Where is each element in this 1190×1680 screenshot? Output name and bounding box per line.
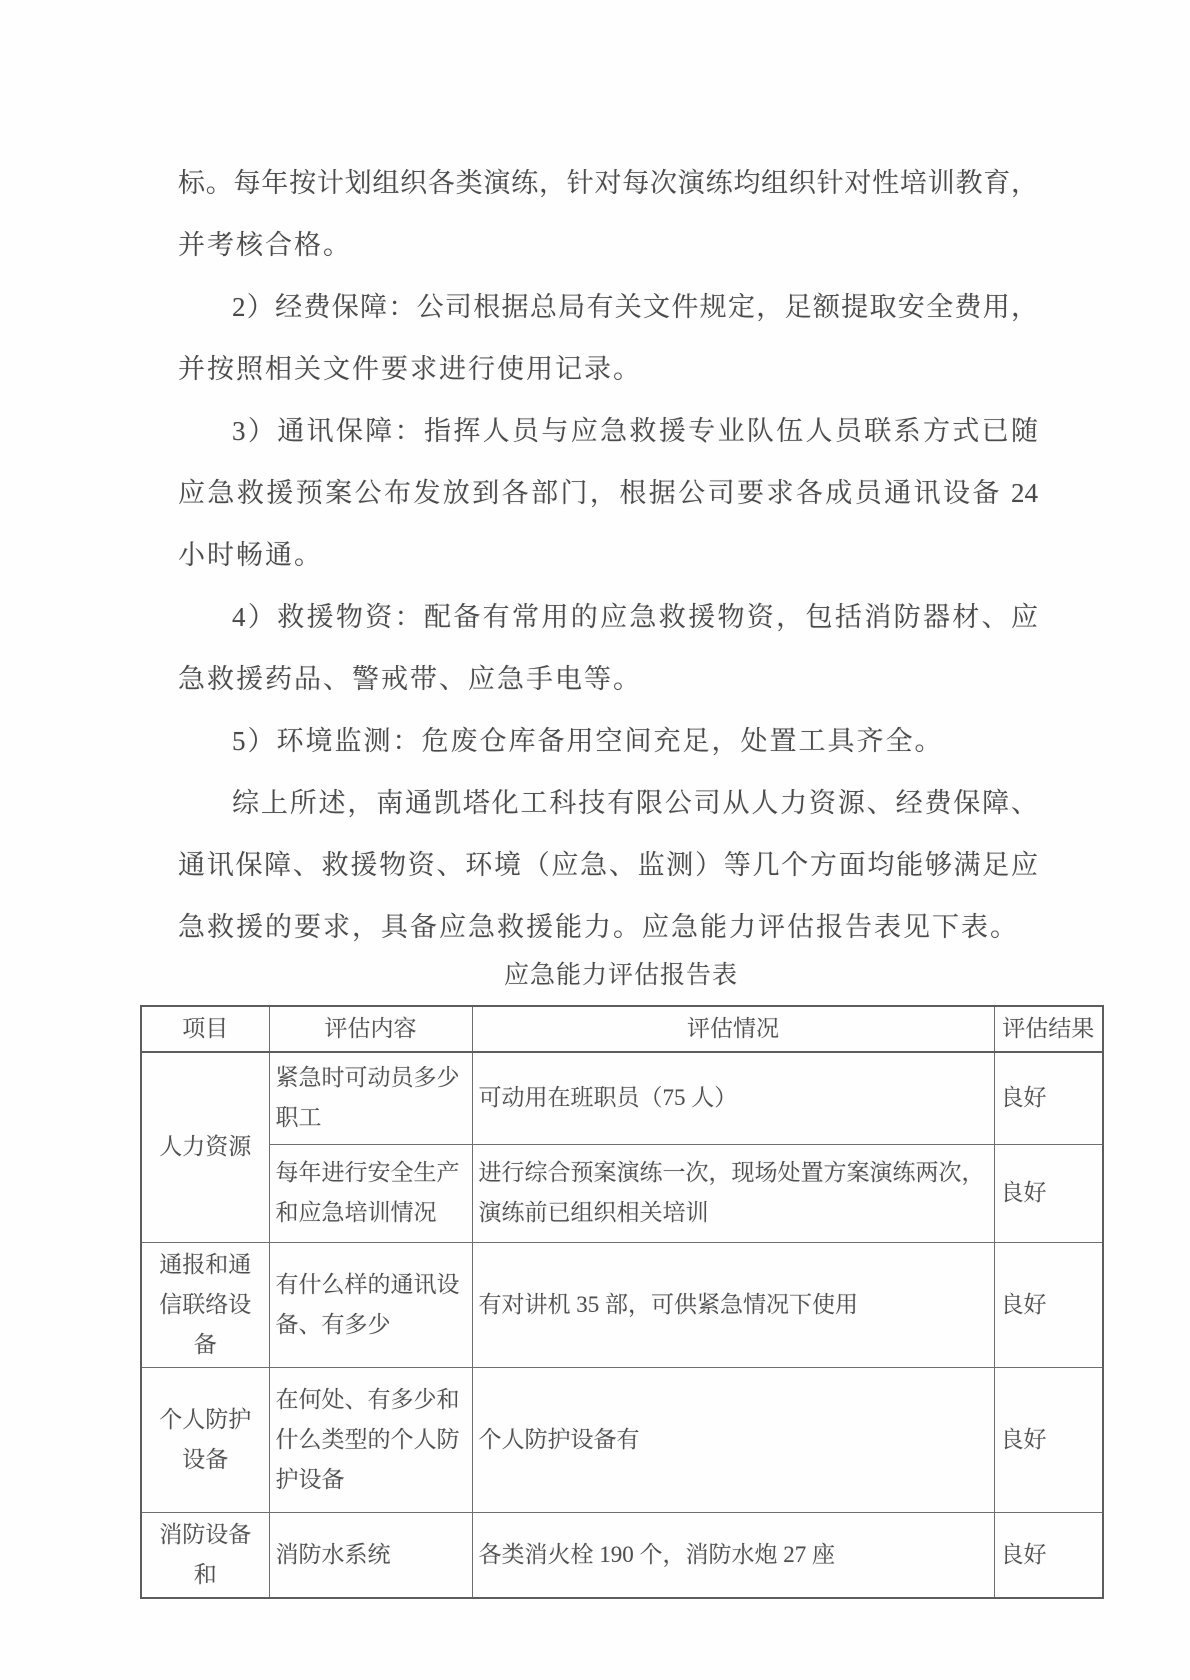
cell-item: 通报和通信联络设备 [141, 1242, 269, 1367]
cell-content: 消防水系统 [269, 1512, 472, 1598]
cell-situation: 可动用在班职员（75 人） [472, 1052, 994, 1144]
body-line: 5）环境监测：危废仓库备用空间充足，处置工具齐全。 [232, 726, 944, 756]
cell-situation: 有对讲机 35 部，可供紧急情况下使用 [472, 1242, 994, 1367]
cell-content: 有什么样的通讯设备、有多少 [269, 1242, 472, 1367]
body-line: 并按照相关文件要求进行使用记录。 [178, 354, 642, 384]
header-content: 评估内容 [269, 1006, 472, 1052]
body-line: 综上所述，南通凯塔化工科技有限公司从人力资源、经费保障、 [232, 788, 1038, 818]
body-line: 小时畅通。 [178, 540, 323, 570]
cell-situation: 个人防护设备有 [472, 1367, 994, 1512]
cell-item: 消防设备和 [141, 1512, 269, 1598]
header-situation: 评估情况 [472, 1006, 994, 1052]
body-line: 标。每年按计划组织各类演练，针对每次演练均组织针对性培训教育， [178, 168, 1038, 198]
header-result: 评估结果 [994, 1006, 1103, 1052]
table-row [141, 1512, 1103, 1598]
body-line: 3）通讯保障：指挥人员与应急救援专业队伍人员联系方式已随 [232, 416, 1038, 446]
cell-result: 良好 [994, 1242, 1103, 1367]
table-title: 应急能力评估报告表 [503, 962, 738, 989]
body-line: 并考核合格。 [178, 230, 352, 260]
table-row [141, 1052, 1103, 1144]
cell-item: 个人防护设备 [141, 1367, 269, 1512]
table-header-row [141, 1006, 1103, 1052]
body-line: 应急救援预案公布发放到各部门，根据公司要求各成员通讯设备 24 [178, 478, 1038, 508]
cell-result: 良好 [994, 1144, 1103, 1242]
cell-situation: 进行综合预案演练一次，现场处置方案演练两次，演练前已组织相关培训 [472, 1144, 994, 1242]
table-row [141, 1242, 1103, 1367]
cell-result: 良好 [994, 1512, 1103, 1598]
body-line: 急救援的要求，具备应急救援能力。应急能力评估报告表见下表。 [178, 912, 1019, 942]
cell-result: 良好 [994, 1052, 1103, 1144]
header-item: 项目 [141, 1006, 269, 1052]
cell-item: 人力资源 [141, 1052, 269, 1242]
body-line: 通讯保障、救援物资、环境（应急、监测）等几个方面均能够满足应 [178, 850, 1038, 880]
table-row [141, 1367, 1103, 1512]
cell-result: 良好 [994, 1367, 1103, 1512]
evaluation-report-table [140, 1005, 1104, 1599]
cell-situation: 各类消火栓 190 个，消防水炮 27 座 [472, 1512, 994, 1598]
cell-content: 紧急时可动员多少职工 [269, 1052, 472, 1144]
body-line: 2）经费保障：公司根据总局有关文件规定，足额提取安全费用， [232, 292, 1038, 322]
body-line: 急救援药品、警戒带、应急手电等。 [178, 664, 642, 694]
cell-content: 在何处、有多少和什么类型的个人防护设备 [269, 1367, 472, 1512]
body-paragraphs [178, 152, 1038, 958]
table-row [141, 1144, 1103, 1242]
body-line: 4）救援物资：配备有常用的应急救援物资，包括消防器材、应 [232, 602, 1038, 632]
cell-content: 每年进行安全生产和应急培训情况 [269, 1144, 472, 1242]
